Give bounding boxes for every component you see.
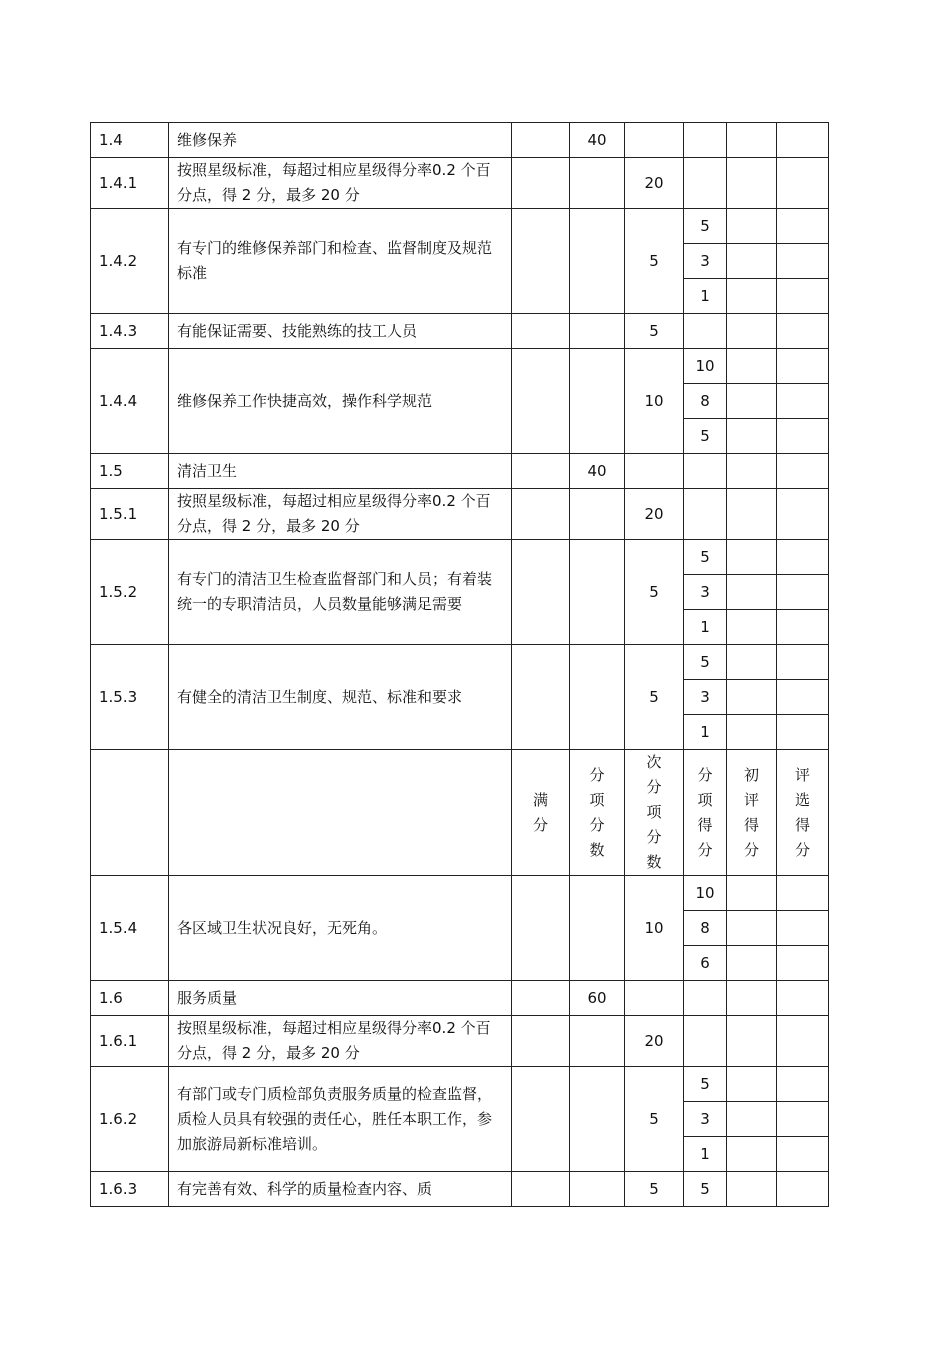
selection-score-cell [777, 123, 829, 158]
table-row [91, 158, 829, 209]
item-description: 维修保养工作快捷高效，操作科学规范 [169, 349, 512, 454]
item-description: 有专门的清洁卫生检查监督部门和人员；有着装统一的专职清洁员，人员数量能够满足需要 [169, 540, 512, 645]
item-code: 1.4.4 [91, 349, 169, 454]
header-selection-score: 评选得分 [777, 750, 829, 876]
sub-score: 5 [625, 1172, 684, 1207]
item-description: 各区域卫生状况良好，无死角。 [169, 876, 512, 981]
option-score: 5 [684, 1067, 727, 1102]
option-score: 5 [684, 645, 727, 680]
header-sub-item-score: 次分项分数 [625, 750, 684, 876]
table-row [91, 876, 829, 911]
table-row [91, 489, 829, 540]
full-score-cell [512, 123, 570, 158]
item-description: 有专门的维修保养部门和检查、监督制度及规范标准 [169, 209, 512, 314]
item-code: 1.6.2 [91, 1067, 169, 1172]
option-score: 10 [684, 876, 727, 911]
item-code: 1.4.2 [91, 209, 169, 314]
table-row [91, 209, 829, 244]
item-code: 1.6.1 [91, 1016, 169, 1067]
option-score: 3 [684, 1102, 727, 1137]
table-row [91, 349, 829, 384]
table-row [91, 123, 829, 158]
option-score: 1 [684, 1137, 727, 1172]
table-row [91, 981, 829, 1016]
option-score: 5 [684, 419, 727, 454]
table-row [91, 314, 829, 349]
item-code: 1.4.1 [91, 158, 169, 209]
sub-score: 5 [625, 314, 684, 349]
table-row [91, 454, 829, 489]
option-score: 5 [684, 209, 727, 244]
item-description: 有完善有效、科学的质量检查内容、质 [169, 1172, 512, 1207]
option-score: 8 [684, 384, 727, 419]
sub-score: 20 [625, 489, 684, 540]
option-score: 5 [684, 1172, 727, 1207]
sub-score: 5 [625, 1067, 684, 1172]
option-score: 10 [684, 349, 727, 384]
initial-score-cell [727, 123, 777, 158]
table-row [91, 1016, 829, 1067]
option-score: 3 [684, 575, 727, 610]
item-score: 60 [570, 981, 625, 1016]
sub-score: 20 [625, 1016, 684, 1067]
item-code: 1.6.3 [91, 1172, 169, 1207]
item-description: 有部门或专门质检部负责服务质量的检查监督，质检人员具有较强的责任心，胜任本职工作，参加旅游局新标准培训。 [169, 1067, 512, 1172]
option-score: 1 [684, 715, 727, 750]
sub-score: 5 [625, 645, 684, 750]
item-code: 1.4.3 [91, 314, 169, 349]
option-score: 1 [684, 279, 727, 314]
option-score: 1 [684, 610, 727, 645]
sub-score: 20 [625, 158, 684, 209]
item-code: 1.5.4 [91, 876, 169, 981]
sub-score: 5 [625, 540, 684, 645]
option-score: 5 [684, 540, 727, 575]
option-score: 3 [684, 244, 727, 279]
column-header-row [91, 750, 829, 876]
sub-score-cell [625, 123, 684, 158]
item-description: 按照星级标准，每超过相应星级得分率0.2 个百分点，得 2 分，最多 20 分 [169, 158, 512, 209]
item-description: 维修保养 [169, 123, 512, 158]
item-description: 有健全的清洁卫生制度、规范、标准和要求 [169, 645, 512, 750]
item-score: 40 [570, 123, 625, 158]
option-score: 8 [684, 911, 727, 946]
item-code: 1.6 [91, 981, 169, 1016]
item-description: 有能保证需要、技能熟练的技工人员 [169, 314, 512, 349]
item-description: 清洁卫生 [169, 454, 512, 489]
table-row [91, 645, 829, 680]
item-code: 1.4 [91, 123, 169, 158]
sub-score: 10 [625, 876, 684, 981]
table-row [91, 1067, 829, 1102]
item-code: 1.5 [91, 454, 169, 489]
header-full-score: 满分 [512, 750, 570, 876]
header-item-score: 分项分数 [570, 750, 625, 876]
sub-score: 5 [625, 209, 684, 314]
item-description: 服务质量 [169, 981, 512, 1016]
table-row [91, 1172, 829, 1207]
item-result-cell [684, 123, 727, 158]
option-score: 3 [684, 680, 727, 715]
item-code: 1.5.3 [91, 645, 169, 750]
header-item-result: 分项得分 [684, 750, 727, 876]
item-score: 40 [570, 454, 625, 489]
item-code: 1.5.2 [91, 540, 169, 645]
scoring-table [90, 122, 829, 1207]
item-code: 1.5.1 [91, 489, 169, 540]
item-description: 按照星级标准，每超过相应星级得分率0.2 个百分点，得 2 分，最多 20 分 [169, 1016, 512, 1067]
item-description: 按照星级标准，每超过相应星级得分率0.2 个百分点，得 2 分，最多 20 分 [169, 489, 512, 540]
option-score: 6 [684, 946, 727, 981]
table-row [91, 540, 829, 575]
sub-score: 10 [625, 349, 684, 454]
header-initial-score: 初评得分 [727, 750, 777, 876]
